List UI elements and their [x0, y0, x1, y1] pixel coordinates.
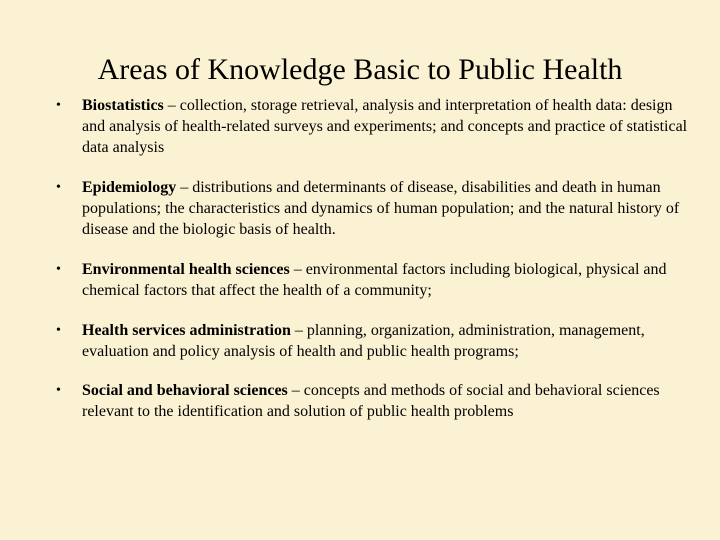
bullet-icon: • [56, 262, 61, 277]
list-item-description: – distributions and determinants of disease, disabilities and death in human populations; the characteristics and dynamics of human population; and the natural history of disease and the biologic basis of health. [82, 179, 680, 238]
list-item-description: – collection, storage retrieval, analysis and interpretation of health data: design and analysis of health-related surveys and experiments; and concepts and practice of statistical data analysis [82, 97, 688, 156]
list-item-text [82, 259, 692, 301]
list-item-description: – concepts and methods of social and behavioral sciences relevant to the identification and solution of public health problems [82, 382, 660, 420]
list-item-term: Epidemiology [82, 179, 177, 196]
list-item-text [82, 177, 692, 240]
slide-title: Areas of Knowledge Basic to Public Health [97, 53, 623, 86]
bullet-icon: • [56, 180, 61, 195]
bullet-icon: • [56, 323, 61, 338]
list-item-text [82, 95, 692, 158]
list-item-description: – environmental factors including biological, physical and chemical factors that affect the health of a community; [82, 261, 667, 299]
list-item-term: Social and behavioral sciences [82, 382, 288, 399]
list-item-term: Biostatistics [82, 97, 164, 114]
list-item-term: Health services administration [82, 322, 291, 339]
list-item-text [82, 320, 692, 362]
list-item-description: – planning, organization, administration, management, evaluation and policy analysis of health and public health programs; [82, 322, 645, 360]
bullet-icon: • [56, 383, 61, 398]
list-item-text [82, 380, 692, 422]
bullet-icon: • [56, 98, 61, 113]
list-item-term: Environmental health sciences [82, 261, 290, 278]
